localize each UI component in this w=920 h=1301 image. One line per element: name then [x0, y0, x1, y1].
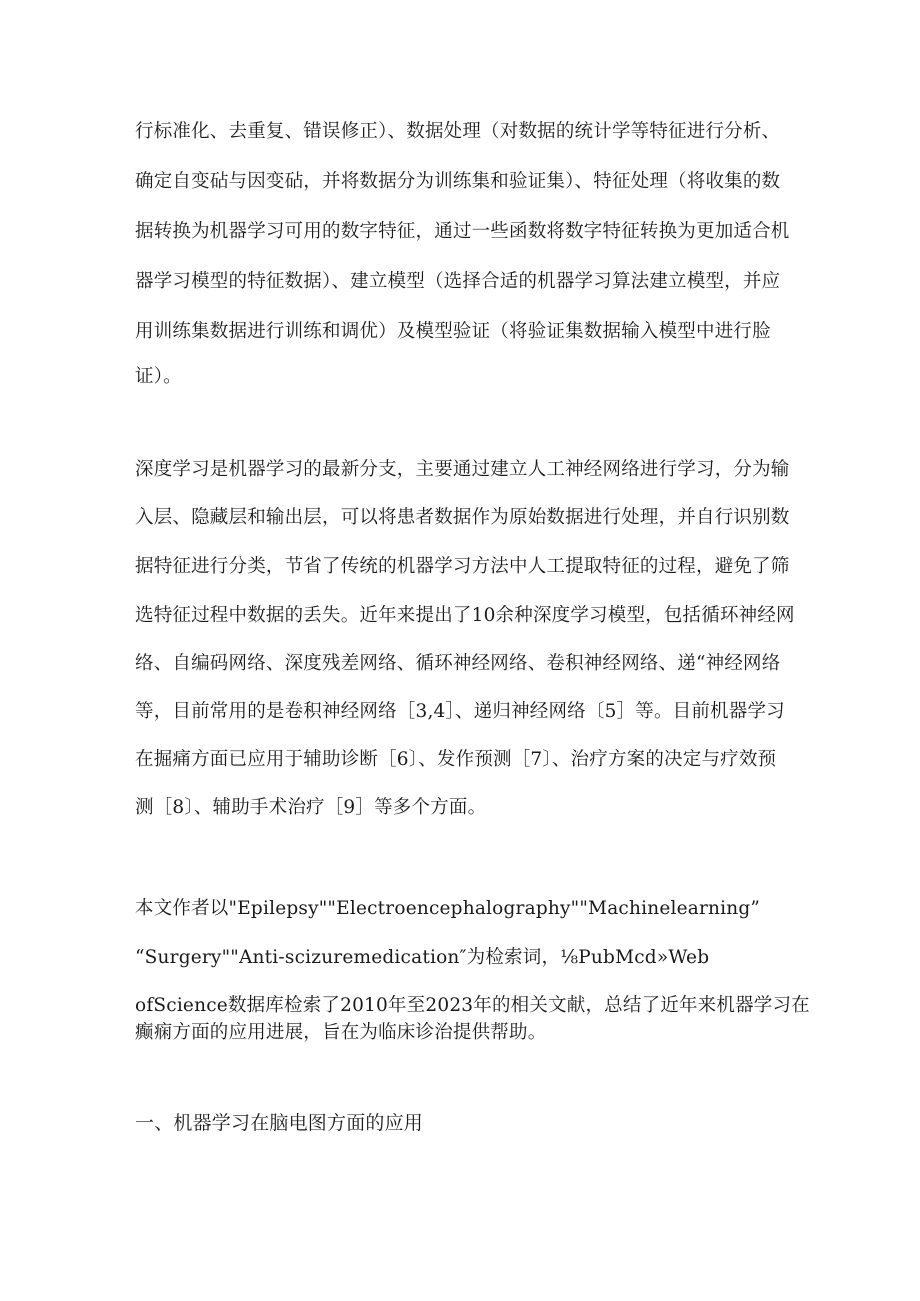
text-line: 络、自编码网络、深度残差网络、循环神经网络、卷积神经网络、递“神经网络 [135, 653, 781, 674]
text-line: 证）。 [135, 366, 182, 387]
text-line: 器学习模型的特征数据）、建立模型（选择合适的机器学习算法建立模型，并应 [135, 271, 781, 292]
text-line: ofScience数据库检索了2010年至2023年的相关文献，总结了近年来机器学习在 [135, 995, 810, 1016]
text-line: 深度学习是机器学习的最新分支，主要通过建立人工神经网络进行学习，分为输 [135, 459, 790, 480]
text-line: 本文作者以"Epilepsy""Electroencephalography""Machinelearning” [135, 898, 761, 919]
text-line: 确定自变砧与因变砧，并将数据分为训练集和验证集）、特征处理（将收集的数 [135, 171, 781, 192]
text-line: 选特征过程中数据的丢失。近年来提出了10余种深度学习模型，包括循环神经网 [135, 605, 795, 626]
text-line: 据转换为机器学习可用的数字特征，通过一些函数将数字特征转换为更加适合机 [135, 221, 790, 242]
text-line: 测［8〕、辅助手术治疗［9］等多个方面。 [135, 797, 487, 818]
text-line: 行标准化、去重复、错误修正）、数据处理（对数据的统计学等特征进行分析、 [135, 121, 781, 142]
text-line: 用训练集数据进行训练和调优）及模型验证（将验证集数据输入模型中进行脸 [135, 321, 771, 342]
section-heading: 一、机器学习在脑电图方面的应用 [135, 1112, 424, 1134]
text-line: 癫痫方面的应用进展，旨在为临床诊治提供帮助。 [135, 1022, 547, 1043]
text-line: 据特征进行分类，节省了传统的机器学习方法中人工提取特征的过程，避免了筛 [135, 556, 790, 577]
text-line: 在掘痛方面已应用于辅助诊断［6〕、发作预测［7〕、治疗方案的决定与疗效预 [135, 749, 777, 770]
text-line: 等，目前常用的是卷积神经网络［3,4］、递归神经网络〔5］等。目前机器学习 [135, 701, 785, 722]
text-line: 入层、隐藏层和输出层，可以将患者数据作为原始数据进行处理，并自行识别数 [135, 507, 790, 528]
text-line: “Surgery""Anti-scizuremedication″为检索词，⅛PubMcd»Web [135, 947, 710, 968]
